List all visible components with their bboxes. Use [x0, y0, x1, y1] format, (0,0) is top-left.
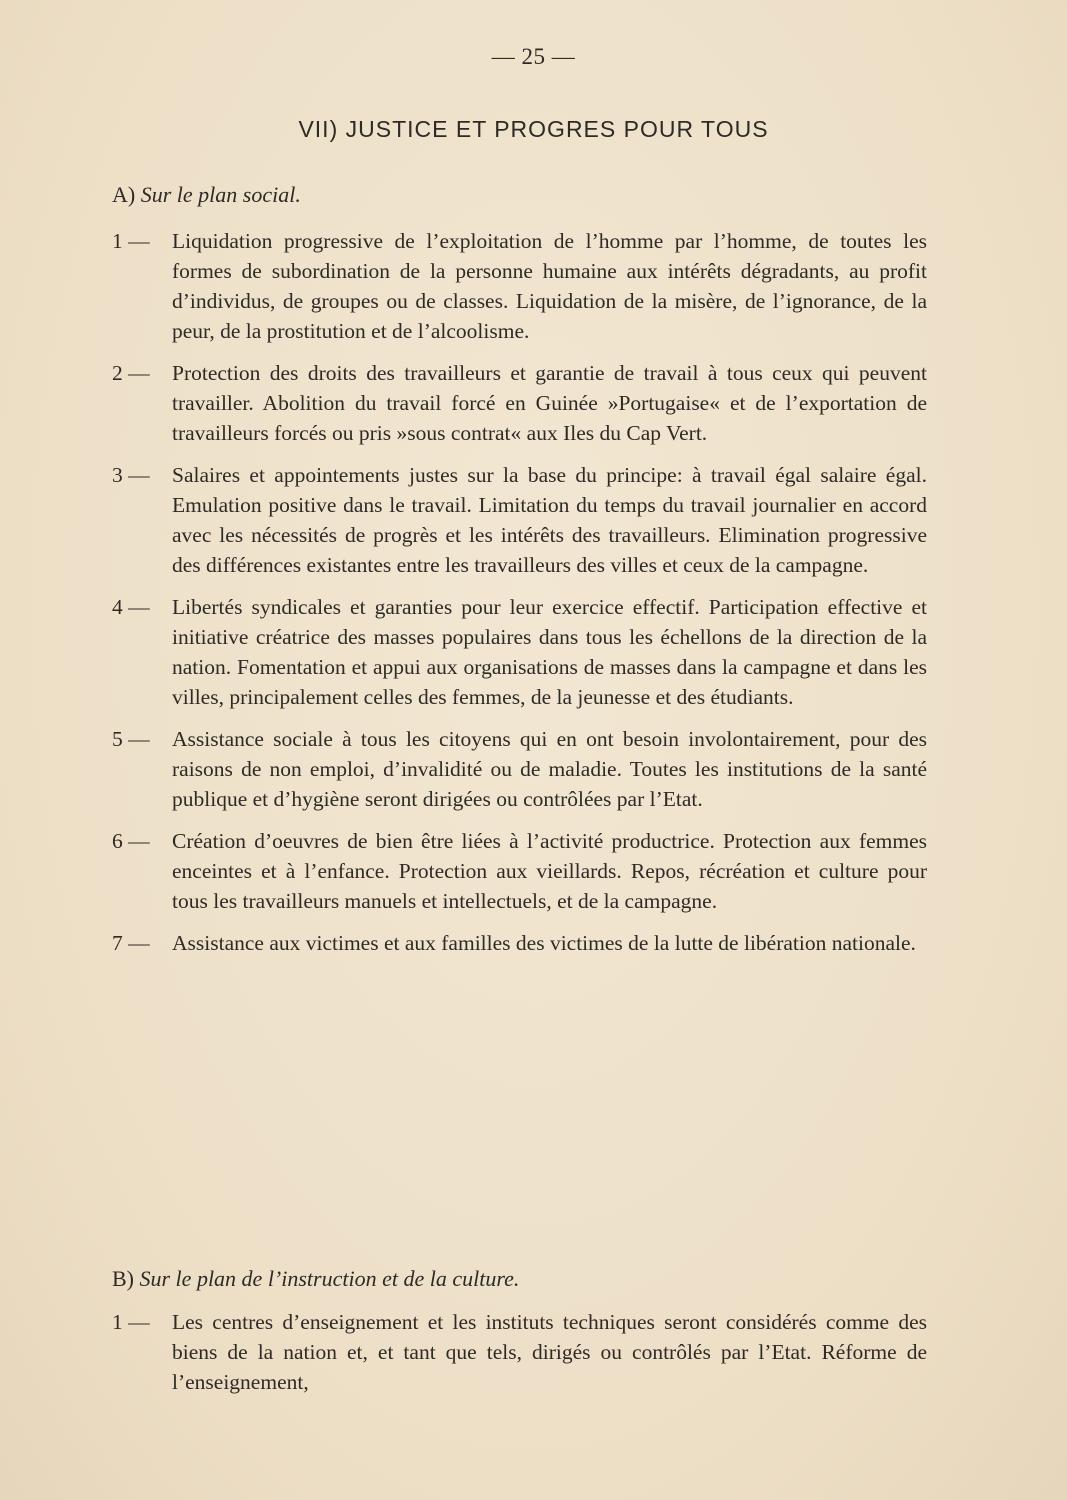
item-number: 5 — — [112, 727, 150, 751]
chapter-title: VII) JUSTICE ET PROGRES POUR TOUS — [298, 116, 769, 142]
list-item — [112, 592, 927, 712]
section-b-prefix: B) — [112, 1266, 134, 1291]
list-item — [112, 358, 927, 448]
section-a-heading — [112, 180, 301, 210]
item-text: Protection des droits des travailleurs et garantie de travail à tous ceux qui peuvent travailler. Abolition du travail forcé en Guinée »Portugaise« et de l’exportation de travailleurs forcés ou pris »sous contrat« aux Iles du Cap Vert. — [172, 361, 927, 445]
item-text: Liquidation progressive de l’exploitation de l’homme par l’homme, de toutes les formes de subordination de la personne humaine aux intérêts dégradants, au profit d’individus, de groupes ou de classes. Liquidation de la misère, de l’ignorance, de la peur, de la prostitution et de l’alcoolisme. — [172, 229, 927, 343]
page-number: — 25 — — [491, 44, 576, 69]
list-item — [112, 724, 927, 814]
section-b-title: Sur le plan de l’instruction et de la culture. — [139, 1266, 520, 1291]
item-text: Salaires et appointements justes sur la base du principe: à travail égal salaire égal. Emulation positive dans le travail. Limitation du temps du travail journalier en accord avec les nécessités de progrès et les intérêts des travailleurs. Elimination progressive des différences existantes entre les travailleurs des villes et ceux de la campagne. — [172, 463, 927, 577]
section-b-heading — [112, 1264, 519, 1294]
list-item — [112, 1307, 927, 1397]
section-a-prefix: A) — [112, 182, 136, 207]
item-number: 6 — — [112, 829, 150, 853]
section-a-title: Sur le plan social. — [140, 182, 301, 207]
section-a-list — [112, 226, 927, 970]
item-number: 2 — — [112, 361, 150, 385]
item-number: 3 — — [112, 463, 150, 487]
item-text: Les centres d’enseignement et les instituts techniques seront considérés comme des biens de la nation et, et tant que tels, dirigés ou contrôlés par l’Etat. Réforme de l’enseignement, — [172, 1310, 927, 1394]
item-number: 7 — — [112, 931, 150, 955]
item-text: Création d’oeuvres de bien être liées à l’activité productrice. Protection aux femmes enceintes et à l’enfance. Protection aux vieillards. Repos, récréation et culture pour tous les travailleurs manuels et intellectuels, et de la campagne. — [172, 829, 927, 913]
item-text: Assistance aux victimes et aux familles des victimes de la lutte de libération nationale. — [172, 931, 916, 955]
list-item — [112, 928, 927, 958]
item-text: Libertés syndicales et garanties pour leur exercice effectif. Participation effective et initiative créatrice des masses populaires dans tous les échellons de la direction de la nation. Fomentation et appui aux organisations de masses dans la campagne et dans les villes, principalement celles des femmes, de la jeunesse et des étudiants. — [172, 595, 927, 709]
list-item — [112, 460, 927, 580]
item-number: 1 — — [112, 229, 150, 253]
section-b-list — [112, 1307, 927, 1409]
item-text: Assistance sociale à tous les citoyens qui en ont besoin involontairement, pour des raisons de non emploi, d’invalidité ou de maladie. Toutes les institutions de la santé publique et d’hygiène seront dirigées ou contrôlées par l’Etat. — [172, 727, 927, 811]
item-number: 4 — — [112, 595, 150, 619]
list-item — [112, 226, 927, 346]
list-item — [112, 826, 927, 916]
item-number: 1 — — [112, 1310, 150, 1334]
